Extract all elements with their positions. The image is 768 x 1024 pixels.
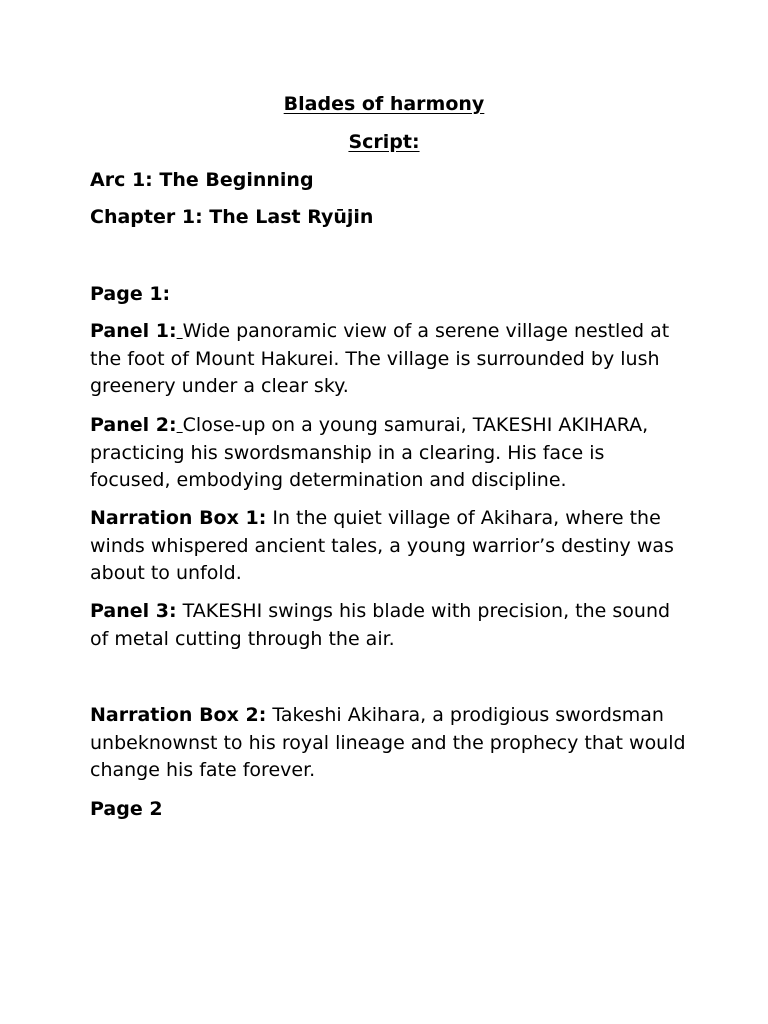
- narration-2-label: Narration Box 2:: [90, 704, 267, 726]
- panel-1-label: Panel 1:: [90, 320, 177, 342]
- panel-1-paragraph: [90, 318, 690, 401]
- script-label: Script:: [348, 131, 420, 153]
- narration-1-text: In the quiet village of Akihara, where the winds whispered ancient tales, a young warrior’s destiny was about to unfold.: [90, 507, 674, 584]
- arc-heading: Arc 1: The Beginning: [90, 169, 314, 191]
- narration-2-text: Takeshi Akihara, a prodigious swordsman unbeknownst to his royal lineage and the prophecy that would change his fate forever.: [90, 704, 686, 781]
- page-1-heading: Page 1:: [90, 283, 171, 305]
- panel-3-label: Panel 3:: [90, 600, 177, 622]
- page-2-heading: Page 2: [90, 798, 163, 820]
- panel-3-paragraph: [90, 598, 690, 653]
- panel-2-label: Panel 2:: [90, 414, 177, 436]
- panel-2-paragraph: [90, 412, 690, 495]
- panel-2-text: Close-up on a young samurai, TAKESHI AKIHARA, practicing his swordsmanship in a clearing. His face is focused, embodying determination and discipline.: [90, 414, 649, 491]
- narration-1-paragraph: [90, 505, 690, 588]
- document-title: Blades of harmony: [283, 93, 485, 115]
- panel-3-text: TAKESHI swings his blade with precision, the sound of metal cutting through the air.: [90, 600, 671, 650]
- panel-1-text: Wide panoramic view of a serene village nestled at the foot of Mount Hakurei. The village is surrounded by lush greenery under a clear sky.: [90, 320, 670, 397]
- chapter-heading: Chapter 1: The Last Ryūjin: [90, 206, 374, 228]
- narration-2-paragraph: [90, 702, 690, 785]
- narration-1-label: Narration Box 1:: [90, 507, 267, 529]
